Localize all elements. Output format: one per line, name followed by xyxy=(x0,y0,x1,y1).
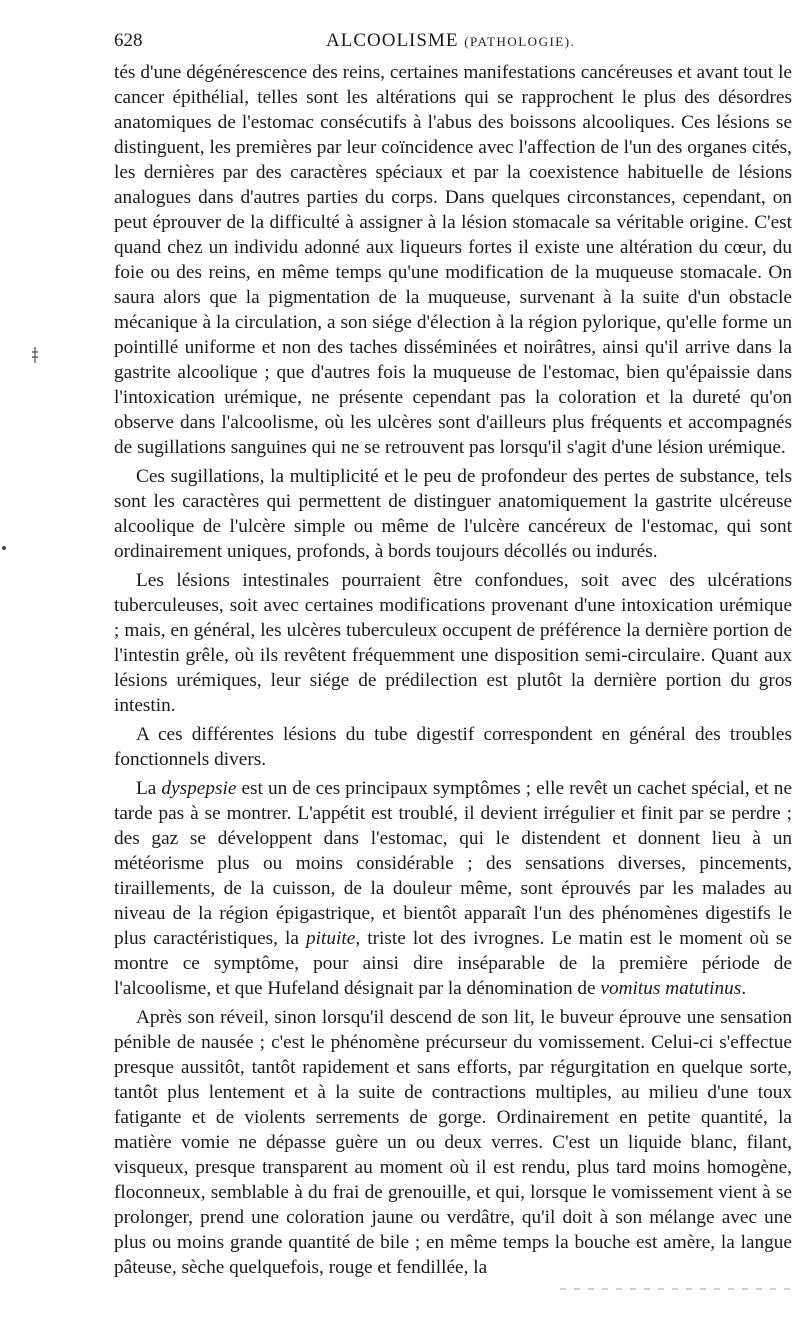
term-dyspepsie: dyspepsie xyxy=(161,778,237,799)
page-number: 628 xyxy=(114,30,143,51)
body-text xyxy=(114,60,792,1284)
paragraph-1: tés d'une dégénérescence des reins, certaines manifestations cancéreuses et avant tout le cancer épithélial, telles sont les altérations qui se rapprochent le plus des désordres anatomiques de l'estomac consécutifs à l'abus des boissons alcooliques. Ces lésions se distinguent, les premières par leur coïncidence avec l'affection de l'un des organes cités, les dernières par des caractères spéciaux et par la coexistence habituelle de lésions analogues dans d'autres parties du corps. Dans quelques circonstances, cependant, on peut éprouver de la difficulté à assigner à la lésion stomacale sa véritable origine. C'est quand chez un individu adonné aux liqueurs fortes il existe une altération du cœur, du foie ou des reins, en même temps qu'une modification de la muqueuse stomacale. On saura alors que la pigmentation de la muqueuse, survenant à la suite d'un obstacle mécanique à la circulation, a son siége d'élection à la région pylorique, qu'elle forme un pointillé uniforme et non des taches disséminées et noirâtres, ainsi qu'il arrive dans la gastrite alcoolique ; que d'autres fois la muqueuse de l'estomac, bien qu'épaissie dans l'intoxication urémique, ne présente cependant pas la coloration et la dureté qu'on observe dans l'alcoolisme, où les ulcères sont d'ailleurs plus fréquents et accompagnés de sugillations sanguines qui ne se retrouvent pas lorsqu'il s'agit d'une lésion urémique. xyxy=(114,62,792,458)
edge-ink-dot xyxy=(2,546,6,550)
dyspepsie-part-3: . xyxy=(741,978,747,999)
paragraph-3: Les lésions intestinales pourraient être confondues, soit avec des ulcérations tuberculeuses, soit avec certaines modifications provenant d'une intoxication urémique ; mais, en général, les ulcères tuberculeux occupent de préférence la dernière portion de l'intestin grêle, où ils revêtent fréquemment une disposition semi-circulaire. Quant aux lésions urémiques, leur siége de prédilection est plutôt la dernière portion du gros intestin. xyxy=(114,570,792,716)
page-header xyxy=(114,30,792,56)
paragraph-4: A ces différentes lésions du tube digestif correspondent en général des troubles fonctionnels divers. xyxy=(114,724,792,770)
dyspepsie-part-2: , triste lot des ivrognes. Le matin est le moment où se montre ce symptôme, pour ainsi dire inséparable de la première période de l'alcoolisme, et que Hufeland désignait par la dénomination de xyxy=(114,928,792,999)
dyspepsie-lead: La xyxy=(136,778,162,799)
running-title-subtitle: (PATHOLOGIE). xyxy=(464,34,576,49)
term-vomitus-matutinus: vomitus matutinus xyxy=(600,978,742,999)
margin-ink-mark xyxy=(30,346,40,364)
paragraph-dyspepsie xyxy=(114,776,792,1001)
term-pituite: pituite xyxy=(306,928,356,949)
paragraph-2: Ces sugillations, la multiplicité et le peu de profondeur des pertes de substance, tels sont les caractères qui permettent de distinguer anatomiquement la gastrite ulcéreuse alcoolique de l'ulcère simple ou même de l'ulcère cancéreux de l'estomac, qui sont ordinairement uniques, profonds, à bords toujours décollés ou indurés. xyxy=(114,466,792,562)
running-title xyxy=(326,30,575,52)
bleed-through-smudge xyxy=(560,1288,790,1290)
dyspepsie-part-1: est un de ces principaux symptômes ; elle revêt un cachet spécial, et ne tarde pas à se montrer. L'appétit est troublé, il devient irrégulier et finit par se perdre ; des gaz se développent dans l'estomac, qui le distendent et donnent lieu à un météorisme plus ou moins considérable ; des sensations diverses, pincements, tiraillements, de la cuisson, de la douleur même, sont éprouvés par les malades au niveau de la région épigastrique, et bientôt apparaît l'un des phénomènes digestifs le plus caractéristiques, la xyxy=(114,778,792,949)
paragraph-last: Après son réveil, sinon lorsqu'il descend de son lit, le buveur éprouve une sensation pénible de nausée ; c'est le phénomène précurseur du vomissement. Celui-ci s'effectue presque aussitôt, tantôt rapidement et sans efforts, par régurgitation en quelque sorte, tantôt plus lentement et à la suite de contractions multiples, au milieu d'une toux fatigante et de violents serrements de gorge. Ordinairement en petite quantité, la matière vomie ne dépasse guère un ou deux verres. C'est un liquide blanc, filant, visqueux, presque transparent au moment où il est rendu, plus tard moins homogène, floconneux, semblable à du frai de grenouille, et qui, lorsque le vomissement vient à se prolonger, prend une coloration jaune ou verdâtre, qu'il doit à son mélange avec une plus ou moins grande quantité de bile ; en même temps la bouche est amère, la langue pâteuse, sèche quelquefois, rouge et fendillée, la xyxy=(114,1007,792,1278)
running-title-main: ALCOOLISME xyxy=(326,30,459,51)
